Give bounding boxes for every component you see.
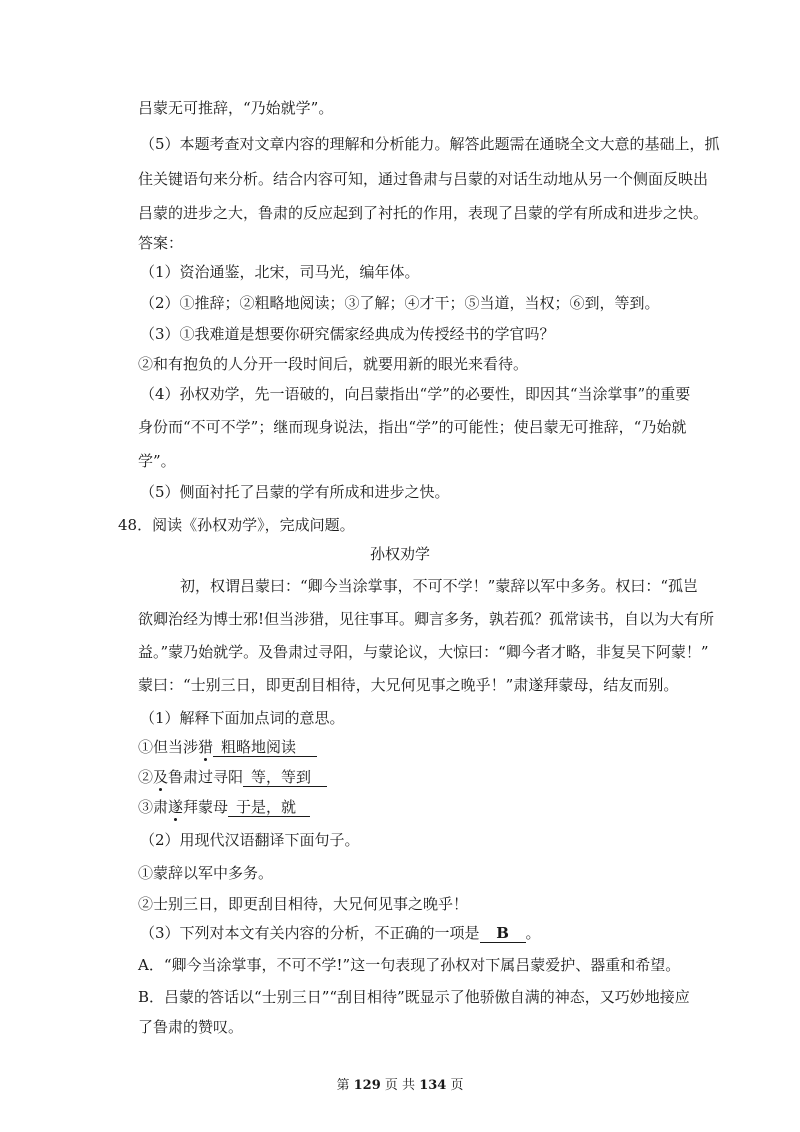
text-line: 学”。 [138, 452, 176, 470]
text-line: 住关键语句来分析。结合内容可知，通过鲁肃与吕蒙的对话生动地从另一个侧面反映出 [138, 170, 709, 188]
page-number: 129 [353, 1078, 381, 1093]
option-a: A．“卿今当涂掌事，不可不学!”这一句表现了孙权对下属吕蒙爱护、器重和希望。 [138, 956, 681, 974]
text-line: （4）孙权劝学，先一语破的，向吕蒙指出“学”的必要性，即因其“当涂掌事”的重要 [140, 385, 691, 403]
option-b-cont: 了鲁肃的赞叹。 [138, 1018, 244, 1036]
text-line: （5）侧面衬托了吕蒙的学有所成和进步之快。 [140, 483, 450, 501]
passage-title: 孙权劝学 [369, 545, 430, 563]
q1-item: ②及鲁肃过寻阳 等，等到 [138, 767, 327, 787]
q1-item: ③肃遂拜蒙母 于是，就 [138, 797, 310, 817]
q2-item: ②士别三日，即更刮目相待，大兄何见事之晚乎！ [138, 895, 469, 913]
passage-line: 初，权谓吕蒙曰：“卿今当涂掌事，不可不学！”蒙辞以军中多务。权曰：“孤岂 [180, 577, 699, 595]
text-line: （1）资治通鉴，北宋，司马光，编年体。 [140, 263, 420, 281]
text-line: 吕蒙的进步之大，鲁肃的反应起到了衬托的作用，表现了吕蒙的学有所成和进步之快。 [138, 204, 709, 222]
q1-item: ①但当涉猎 粗略地阅读 [138, 737, 317, 757]
passage-line: 蒙曰：“士别三日，即更刮目相待，大兄何见事之晚乎！”肃遂拜蒙母，结友而别。 [138, 676, 679, 694]
text-line: （3）①我难道是想要你研究儒家经典成为传授经书的学官吗？ [140, 325, 555, 343]
passage-line: 益。”蒙乃始就学。及鲁肃过寻阳，与蒙论议，大惊曰：“卿今者才略，非复吴下阿蒙！” [138, 643, 709, 661]
emphasized-word: 遂 [168, 798, 184, 816]
text-line: 吕蒙无可推辞，“乃始就学”。 [138, 99, 334, 117]
text-line: （2）①推辞；②粗略地阅读；③了解；④才干；⑤当道，当权；⑥到，等到。 [140, 294, 660, 312]
answer-blank: 粗略地阅读 [213, 738, 317, 757]
question-heading: 48．阅读《孙权劝学》，完成问题。 [118, 516, 355, 534]
text-line: 身份而“不可不学”；继而现身说法，指出“学”的可能性；使吕蒙无可推辞，“乃始就 [138, 418, 687, 436]
answer-blank: B [480, 924, 526, 943]
page-footer: 第 129 页 共 134 页 [336, 1078, 464, 1093]
text-line: （5）本题考查对文章内容的理解和分析能力。解答此题需在通晓全文大意的基础上，抓 [140, 135, 720, 153]
text-line: 答案： [138, 234, 184, 252]
page-total: 134 [419, 1078, 447, 1093]
answer-blank: 等，等到 [243, 768, 327, 787]
text-line: ②和有抱负的人分开一段时间后，就要用新的眼光来看待。 [138, 355, 529, 373]
q1-stem: （1）解释下面加点词的意思。 [140, 709, 345, 727]
answer-blank: 于是，就 [228, 798, 310, 817]
option-b: B．吕蒙的答话以“士别三日”“刮目相待”既显示了他骄傲自满的神态，又巧妙地接应 [138, 988, 690, 1006]
q2-item: ①蒙辞以军中多务。 [138, 864, 274, 882]
emphasized-word: 及 [153, 768, 169, 786]
passage-line: 欲卿治经为博士邪!但当涉猎，见往事耳。卿言多务，孰若孤？孤常读书，自以为大有所 [138, 610, 715, 628]
emphasized-word: 猎 [198, 738, 214, 756]
q2-stem: （2）用现代汉语翻译下面句子。 [140, 831, 360, 849]
q3-stem: （3）下列对本文有关内容的分析，不正确的一项是 B 。 [140, 924, 541, 942]
